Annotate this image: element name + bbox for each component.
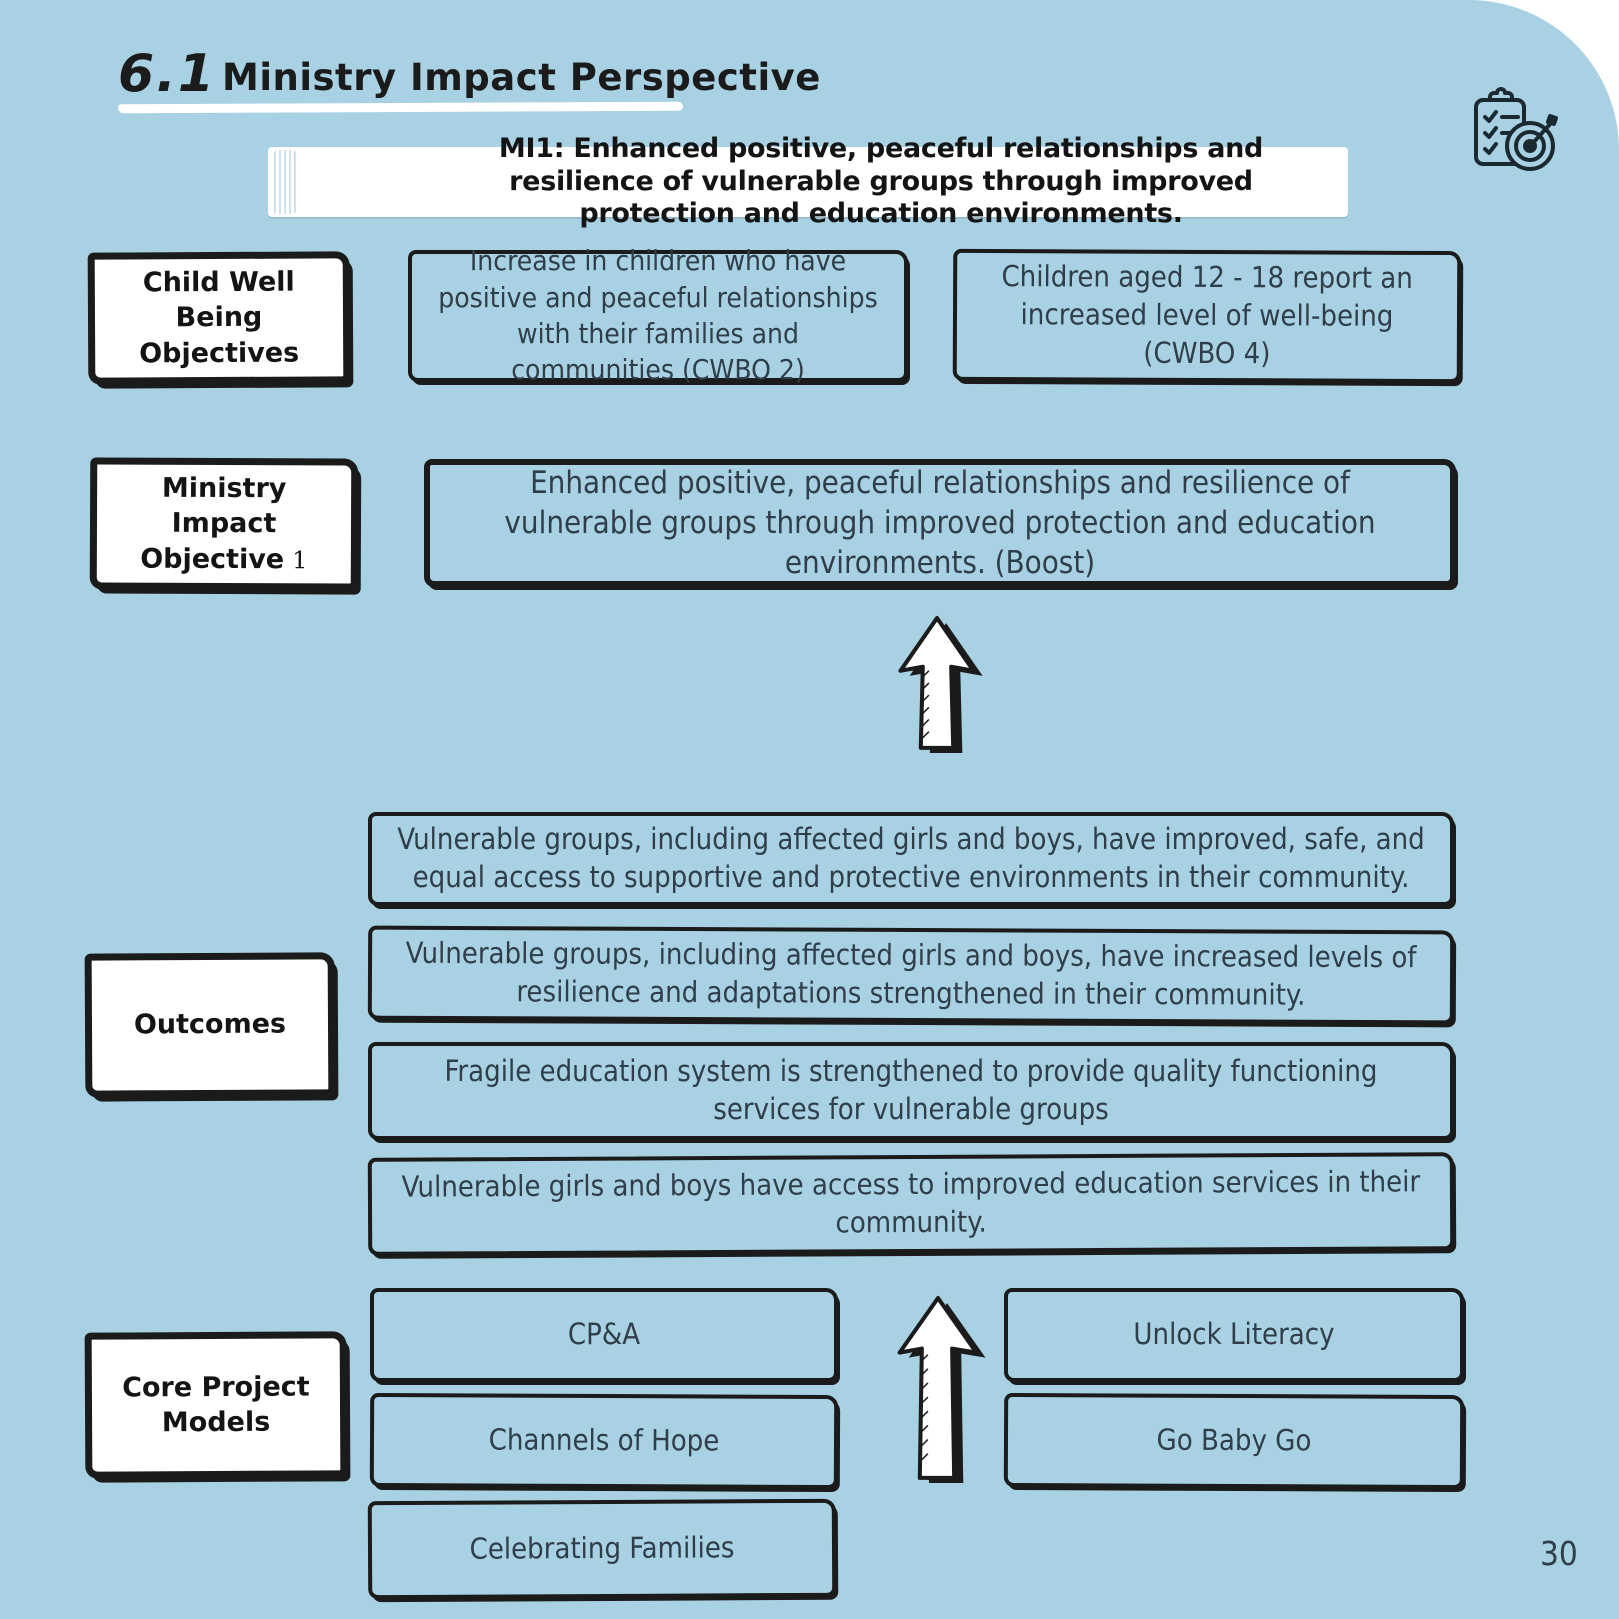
model-text-cpa: CP&A bbox=[567, 1317, 641, 1352]
child-well-being-label: Child Well Being Objectives bbox=[139, 266, 300, 369]
model-text-celebrating-families: Celebrating Families bbox=[469, 1530, 735, 1566]
cwbo4-text: Children aged 12 - 18 report an increased level of well-being (CWBO 4) bbox=[1001, 259, 1413, 371]
child-well-being-label-box bbox=[88, 251, 351, 384]
outcome-text-2: Vulnerable groups, including affected girls and boys, have increased levels of resilience and adaptations strengthened in their community. bbox=[405, 936, 1417, 1012]
model-text-go-baby-go: Go Baby Go bbox=[1156, 1422, 1312, 1458]
mi1-banner-text: MI1: Enhanced positive, peaceful relationships and resilience of vulnerable groups through improved protection and education environments. bbox=[498, 132, 1264, 230]
outcome-box-4 bbox=[368, 1152, 1454, 1256]
model-box-unlock-literacy bbox=[1004, 1288, 1464, 1382]
model-box-cpa bbox=[370, 1288, 838, 1382]
model-text-unlock-literacy: Unlock Literacy bbox=[1133, 1317, 1335, 1352]
outcomes-label-box bbox=[85, 952, 336, 1097]
core-project-models-label: Core Project Models bbox=[122, 1371, 310, 1439]
model-box-channels-of-hope bbox=[370, 1393, 838, 1489]
model-box-celebrating-families bbox=[368, 1499, 837, 1599]
up-arrow-icon bbox=[872, 614, 1002, 756]
section-number: 6.1 bbox=[118, 44, 217, 104]
ministry-impact-objective-label-box bbox=[90, 457, 359, 590]
page-title: Ministry Impact Perspective bbox=[222, 56, 821, 99]
ministry-impact-objective-label-text: Ministry Impact Objective bbox=[140, 473, 287, 575]
core-project-models-label-box bbox=[85, 1331, 348, 1478]
outcome-text-1: Vulnerable groups, including affected girls and boys, have improved, safe, and equal access to supportive and protective environments in their community. bbox=[397, 822, 1425, 894]
cwbo2-box bbox=[408, 244, 908, 387]
outcomes-label: Outcomes bbox=[133, 1009, 287, 1041]
model-text-channels-of-hope: Channels of Hope bbox=[488, 1422, 720, 1458]
up-arrow-icon bbox=[884, 1294, 992, 1486]
ministry-impact-objective-box bbox=[424, 459, 1456, 587]
ministry-impact-objective-text: Enhanced positive, peaceful relationships and resilience of vulnerable groups through improved protection and education environments. (Boost) bbox=[504, 464, 1376, 582]
outcome-box-2 bbox=[368, 926, 1454, 1025]
ministry-impact-objective-number: 1 bbox=[292, 545, 308, 574]
banner-hatch-decoration bbox=[274, 150, 296, 214]
model-box-go-baby-go bbox=[1004, 1393, 1464, 1489]
outcome-text-4: Vulnerable girls and boys have access to improved education services in their community. bbox=[401, 1164, 1421, 1240]
clipboard-target-icon bbox=[1468, 86, 1560, 174]
page-number: 30 bbox=[1540, 1534, 1578, 1573]
title-underline bbox=[118, 102, 683, 113]
outcome-box-3 bbox=[368, 1042, 1454, 1140]
mi1-banner bbox=[268, 132, 1348, 230]
cwbo4-box bbox=[953, 249, 1462, 383]
outcome-box-1 bbox=[368, 812, 1454, 906]
ministry-impact-objective-label bbox=[111, 471, 337, 577]
outcome-text-3: Fragile education system is strengthened to provide quality functioning services for vulnerable groups bbox=[444, 1054, 1378, 1126]
cwbo2-text: Increase in children who have positive and peaceful relationships with their families and communities (CWBO 2) bbox=[438, 244, 878, 387]
